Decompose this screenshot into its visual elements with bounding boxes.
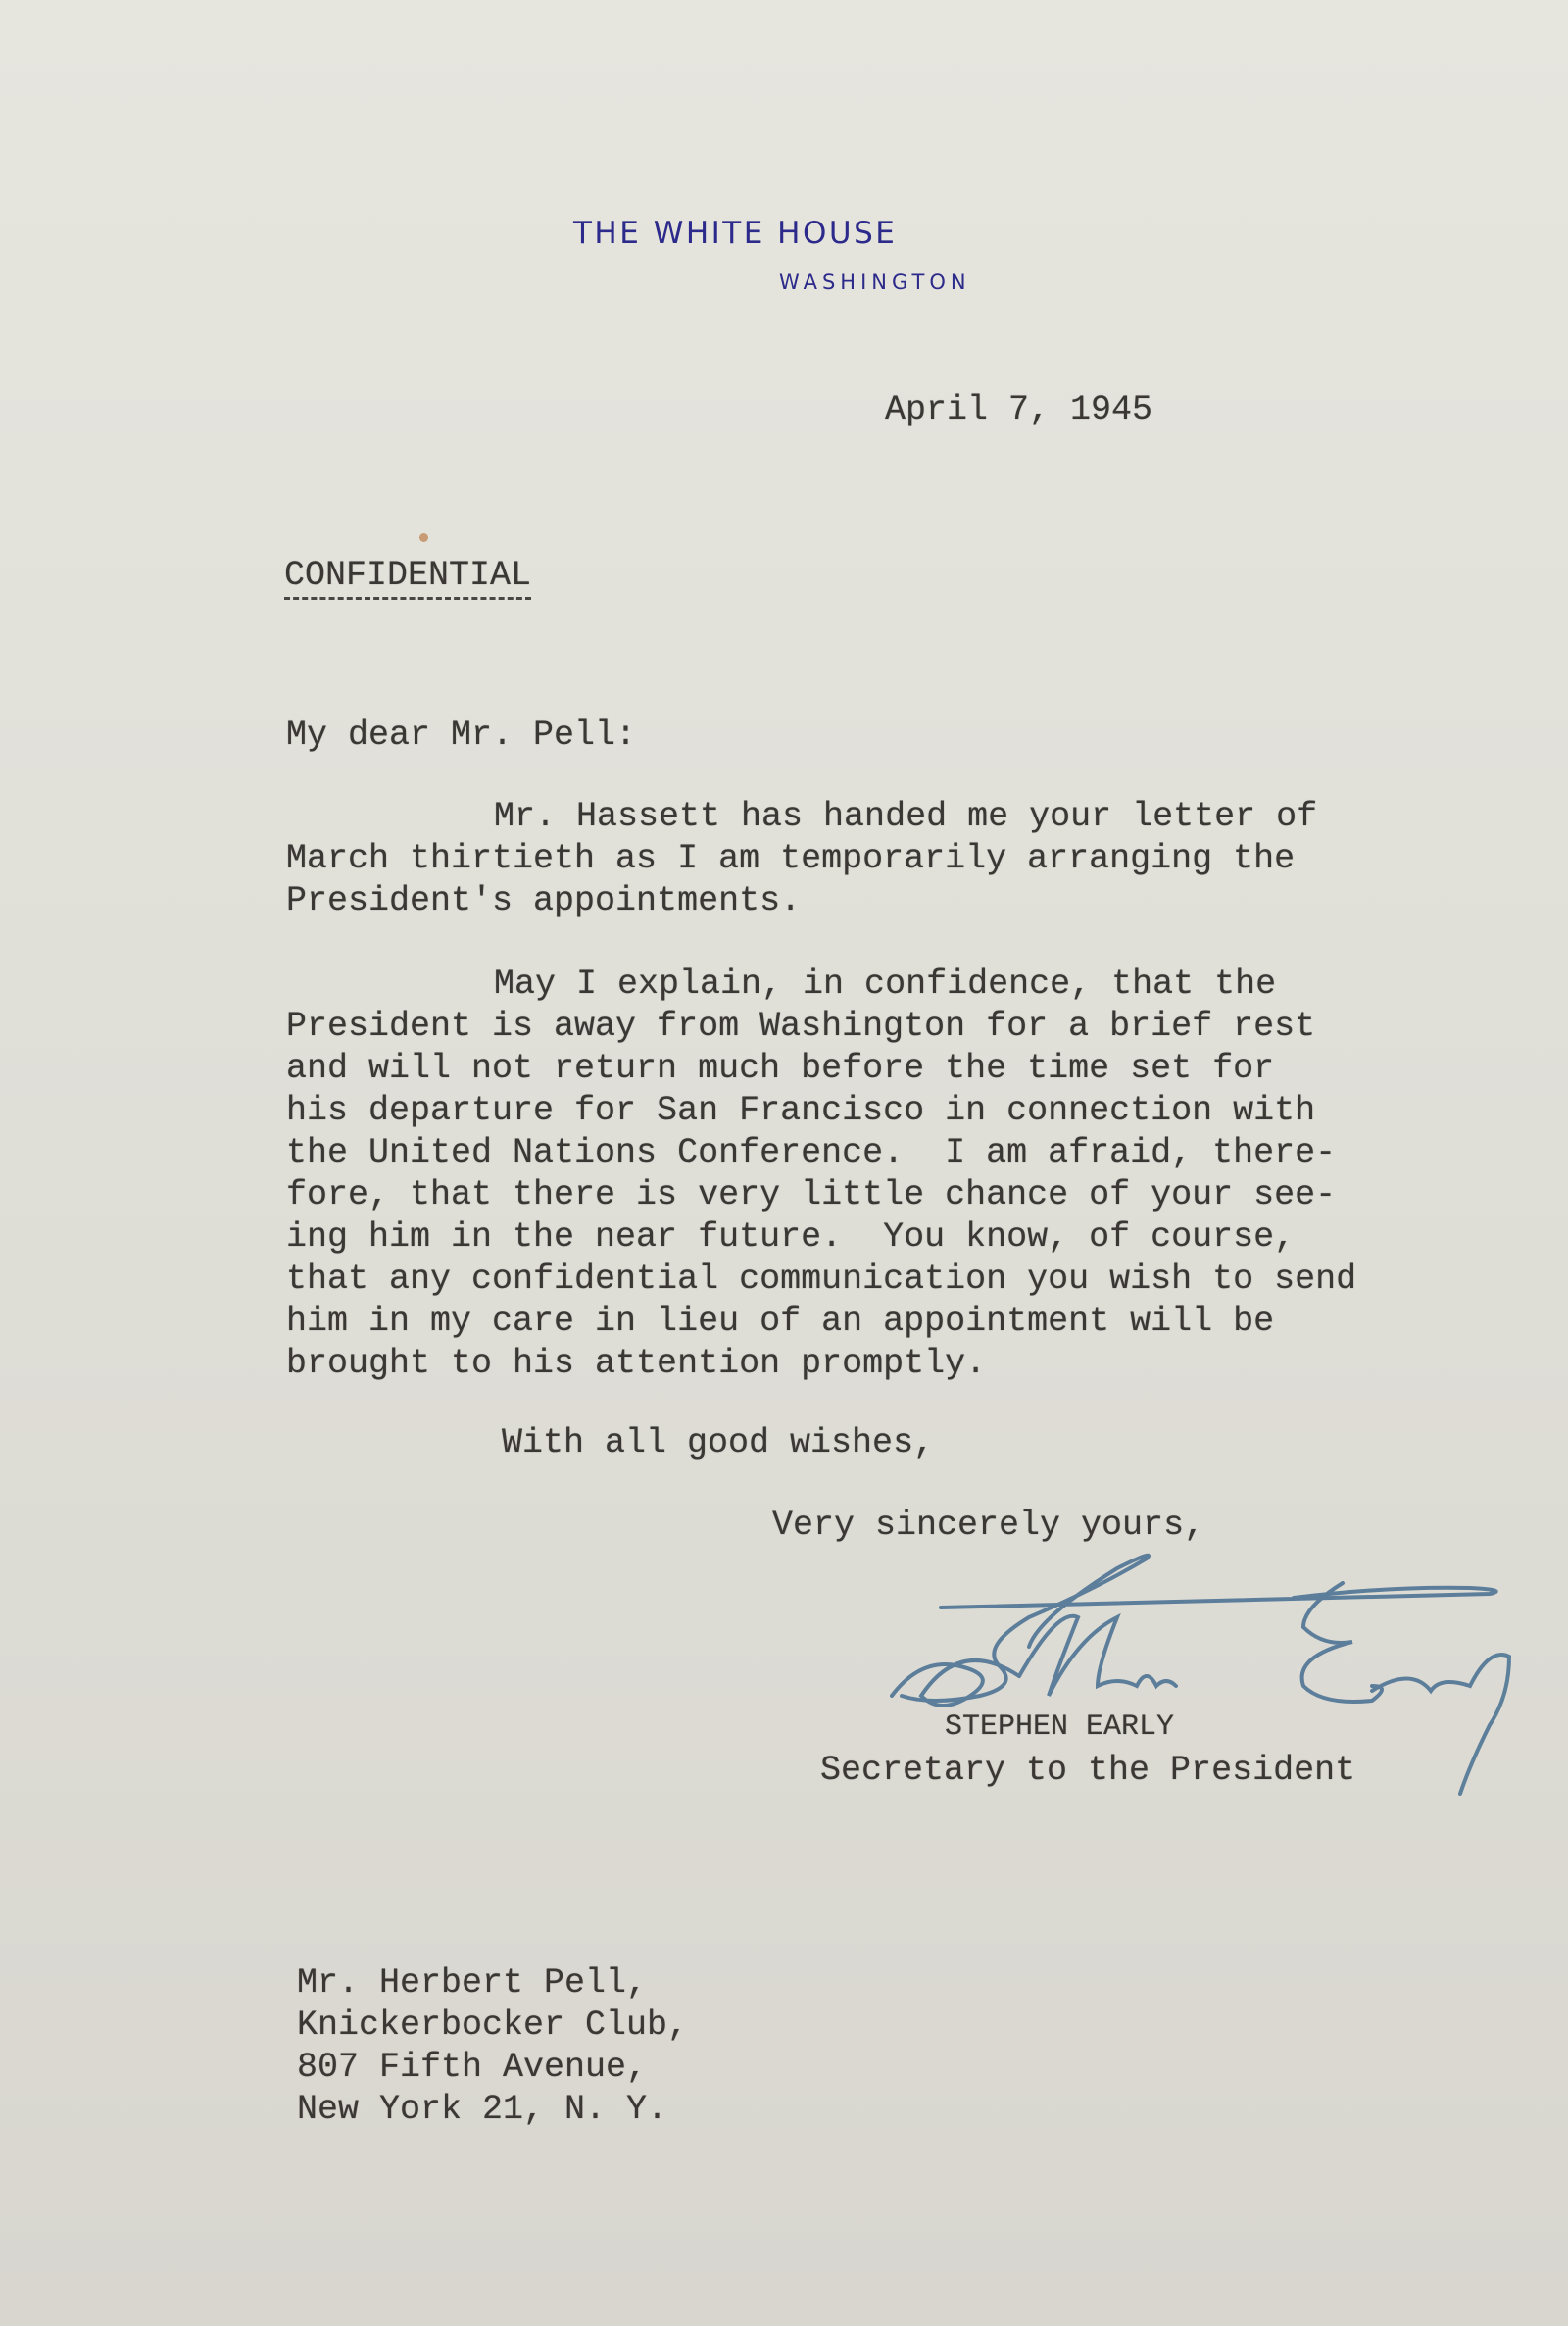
signer-name: STEPHEN EARLY [945, 1710, 1175, 1744]
body-line: President's appointments. [286, 881, 802, 920]
body-line: his departure for San Francisco in connection with [286, 1091, 1316, 1130]
paragraph-1 [286, 796, 1317, 922]
confidential-label: CONFIDENTIAL [284, 556, 531, 600]
confidential-marking [284, 555, 531, 597]
signer-title: Secretary to the President [820, 1751, 1356, 1790]
letterhead-title: THE WHITE HOUSE [573, 216, 898, 251]
closing-wish: With all good wishes, [502, 1423, 935, 1462]
letter-date: April 7, 1945 [885, 390, 1153, 429]
letterhead-city: WASHINGTON [779, 271, 971, 294]
address-line: New York 21, N. Y. [297, 2090, 668, 2129]
body-line: March thirtieth as I am temporarily arranging the [286, 839, 1296, 878]
address-line: Mr. Herbert Pell, [297, 1963, 648, 2003]
body-line: the United Nations Conference. I am afraid, there- [286, 1133, 1337, 1172]
address-line: 807 Fifth Avenue, [297, 2048, 648, 2087]
paper-stain [419, 533, 428, 542]
recipient-address [297, 1962, 688, 2131]
body-line: fore, that there is very little chance of your see- [286, 1175, 1337, 1214]
address-line: Knickerbocker Club, [297, 2005, 689, 2045]
complimentary-close: Very sincerely yours, [772, 1506, 1205, 1545]
body-line: Mr. Hassett has handed me your letter of [494, 797, 1318, 836]
body-line: President is away from Washington for a brief rest [286, 1007, 1316, 1046]
salutation: My dear Mr. Pell: [286, 716, 637, 755]
body-line: May I explain, in confidence, that the [494, 965, 1277, 1004]
paragraph-2 [286, 964, 1356, 1385]
body-line: brought to his attention promptly. [286, 1344, 987, 1383]
body-line: that any confidential communication you wish to send [286, 1260, 1357, 1299]
body-line: ing him in the near future. You know, of course, [286, 1217, 1296, 1257]
body-line: and will not return much before the time set for [286, 1049, 1275, 1088]
body-line: him in my care in lieu of an appointment will be [286, 1302, 1275, 1341]
